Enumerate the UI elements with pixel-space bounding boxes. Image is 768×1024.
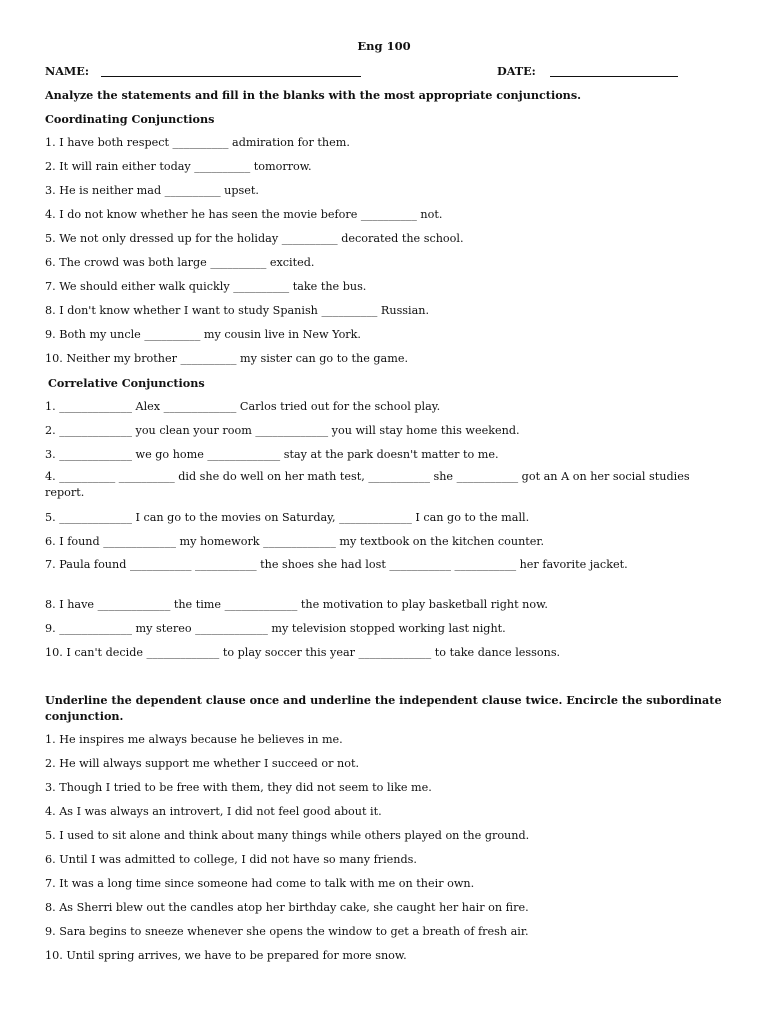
coordinating-item: 4. I do not know whether he has seen the movie before __________ not.: [45, 208, 443, 221]
coordinating-item: 1. I have both respect __________ admiration for them.: [45, 136, 350, 149]
correlative-item: 3. _____________ we go home _____________ stay at the park doesn't matter to me.: [45, 448, 499, 461]
name-label: NAME:: [45, 64, 89, 78]
correlative-item: 6. I found _____________ my homework _____________ my textbook on the kitchen counter.: [45, 535, 545, 548]
correlative-item: 10. I can't decide _____________ to play soccer this year _____________ to take dance lessons.: [45, 646, 561, 659]
correlative-item: 7. Paula found ___________ ___________ the shoes she had lost ___________ ___________ her favorite jacket.: [45, 558, 628, 571]
subordinate-item: 9. Sara begins to sneeze whenever she opens the window to get a breath of fresh air.: [45, 925, 529, 938]
coordinating-item: 2. It will rain either today __________ tomorrow.: [45, 160, 312, 173]
coordinating-item: 8. I don't know whether I want to study Spanish __________ Russian.: [45, 304, 430, 317]
coordinating-item: 6. The crowd was both large __________ excited.: [45, 256, 315, 269]
subordinate-item: 2. He will always support me whether I succeed or not.: [45, 757, 360, 770]
coordinating-item: 7. We should either walk quickly __________ take the bus.: [45, 280, 367, 293]
date-blank[interactable]: [550, 76, 678, 77]
subordinate-item: 8. As Sherri blew out the candles atop her birthday cake, she caught her hair on fire.: [45, 901, 529, 914]
instructions-underline: Underline the dependent clause once and underline the independent clause twice. Encircle the subordinate conjunction.: [45, 693, 722, 723]
correlative-item: 2. _____________ you clean your room _____________ you will stay home this weekend.: [45, 424, 520, 437]
coordinating-heading: Coordinating Conjunctions: [45, 112, 215, 126]
subordinate-item: 4. As I was always an introvert, I did not feel good about it.: [45, 805, 382, 818]
subordinate-item: 5. I used to sit alone and think about many things while others played on the ground.: [45, 829, 530, 842]
subordinate-item: 1. He inspires me always because he believes in me.: [45, 733, 343, 746]
coordinating-item: 10. Neither my brother __________ my sister can go to the game.: [45, 352, 409, 365]
subordinate-item: 7. It was a long time since someone had come to talk with me on their own.: [45, 877, 475, 890]
coordinating-item: 3. He is neither mad __________ upset.: [45, 184, 259, 197]
correlative-item: 9. _____________ my stereo _____________ my television stopped working last night.: [45, 622, 506, 635]
correlative-heading: Correlative Conjunctions: [48, 376, 205, 390]
correlative-item: 4. __________ __________ did she do well on her math test, ___________ she ___________ got an A on her social studies report.: [45, 470, 690, 499]
correlative-item: 8. I have _____________ the time _____________ the motivation to play basketball right now.: [45, 598, 548, 611]
name-blank[interactable]: [101, 76, 361, 77]
coordinating-item: 5. We not only dressed up for the holiday __________ decorated the school.: [45, 232, 464, 245]
subordinate-item: 6. Until I was admitted to college, I did not have so many friends.: [45, 853, 417, 866]
coordinating-item: 9. Both my uncle __________ my cousin live in New York.: [45, 328, 361, 341]
correlative-item: 5. _____________ I can go to the movies on Saturday, _____________ I can go to the mall.: [45, 511, 530, 524]
page-title: Eng 100: [357, 39, 411, 53]
correlative-item: 1. _____________ Alex _____________ Carlos tried out for the school play.: [45, 400, 441, 413]
subordinate-item: 3. Though I tried to be free with them, they did not seem to like me.: [45, 781, 432, 794]
subordinate-item: 10. Until spring arrives, we have to be prepared for more snow.: [45, 949, 407, 962]
date-label: DATE:: [497, 64, 536, 78]
instructions-fill-blanks: Analyze the statements and fill in the blanks with the most appropriate conjunctions.: [45, 88, 582, 102]
